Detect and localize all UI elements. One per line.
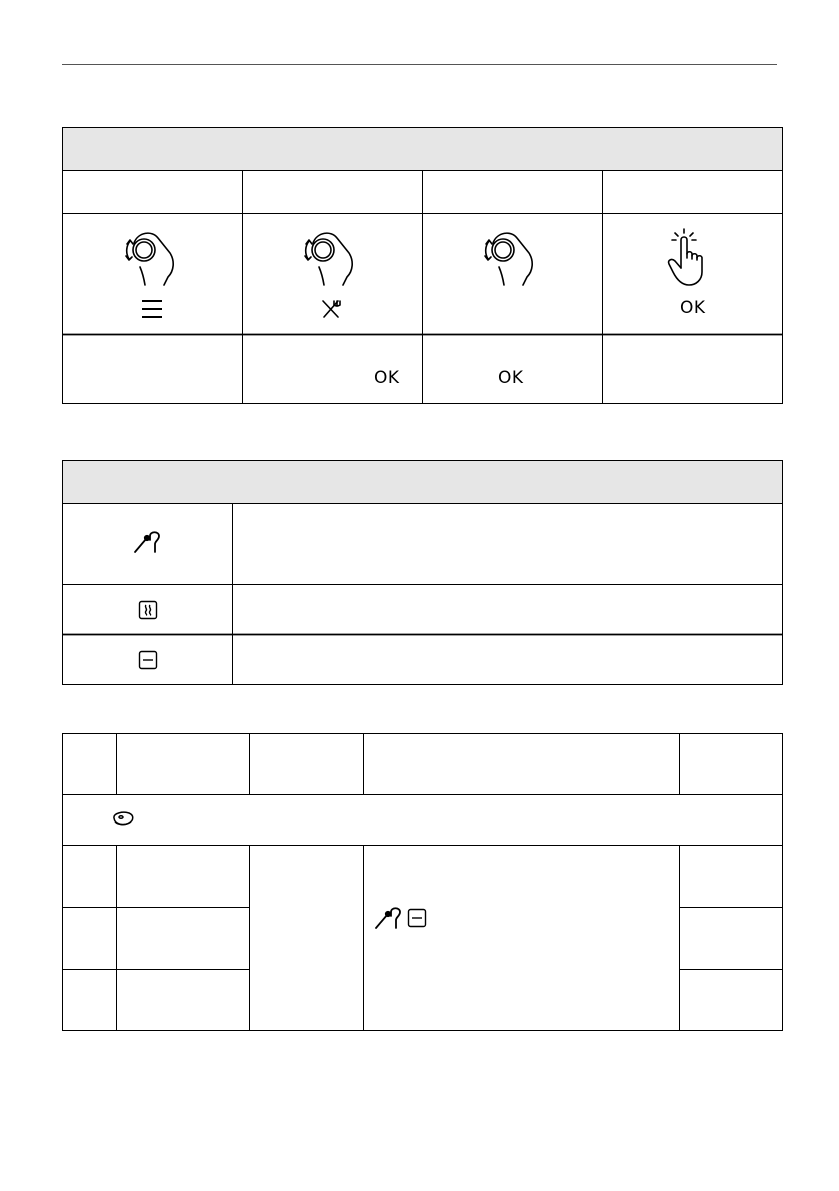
ok-label-row3-col3: OK bbox=[498, 368, 524, 388]
meat-probe-icon bbox=[374, 906, 404, 930]
heating-element-icon bbox=[138, 650, 158, 670]
rotate-knob-icon bbox=[477, 225, 537, 287]
steak-icon bbox=[111, 810, 135, 828]
rotate-knob-icon bbox=[118, 225, 178, 287]
cutlery-icon bbox=[321, 299, 341, 319]
menu-icon bbox=[141, 299, 163, 319]
meat-probe-icon bbox=[133, 530, 163, 554]
heating-element-icon bbox=[407, 908, 427, 928]
ok-label-step4: OK bbox=[680, 298, 706, 318]
heating-symbol-icon bbox=[138, 600, 158, 620]
rotate-knob-icon bbox=[297, 225, 357, 287]
ok-label-row3-col2: OK bbox=[374, 368, 400, 388]
tap-icon bbox=[665, 228, 711, 288]
